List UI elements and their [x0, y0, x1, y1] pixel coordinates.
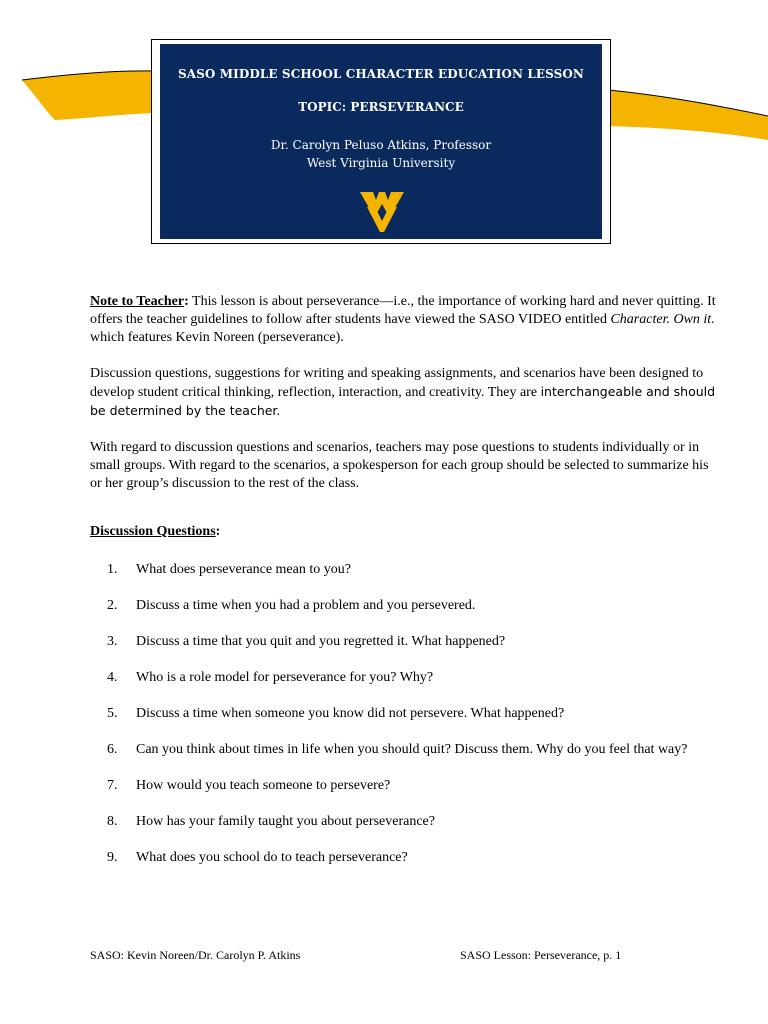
question-text: What does you school do to teach perseverance?: [136, 850, 408, 865]
author-name: Dr. Carolyn Peluso Atkins, Professor: [270, 138, 492, 152]
header-banner: [160, 44, 602, 239]
purpose-text-tail: interchangeable and should be determined by the teacher.: [90, 384, 716, 418]
question-number: 7.: [107, 778, 118, 793]
list-item: [107, 597, 717, 614]
list-item: [107, 813, 717, 830]
question-text: Discuss a time that you quit and you regretted it. What happened?: [136, 634, 506, 649]
question-number: 1.: [107, 562, 118, 577]
note-paragraph: [90, 293, 720, 347]
question-number: 6.: [107, 742, 118, 757]
lesson-title: SASO MIDDLE SCHOOL CHARACTER EDUCATION LESSON: [177, 67, 585, 81]
university-name: West Virginia University: [306, 156, 456, 170]
grouping-paragraph: With regard to discussion questions and scenarios, teachers may pose questions to students individually or in small groups. With regard to the scenarios, a spokesperson for each group should be selected to summarize his or her group’s discussion to the rest of the class.: [90, 440, 709, 491]
list-item: [107, 777, 717, 794]
question-number: 3.: [107, 634, 118, 649]
lesson-topic: TOPIC: PERSEVERANCE: [298, 100, 464, 114]
video-title: Character. Own it.: [610, 312, 715, 327]
header-frame: [151, 39, 611, 244]
question-number: 8.: [107, 814, 118, 829]
note-text-end: which features Kevin Noreen (perseverance).: [90, 330, 344, 345]
question-text: Can you think about times in life when you should quit? Discuss them. Why do you feel that way?: [136, 742, 688, 757]
list-item: [107, 705, 717, 722]
question-text: Discuss a time when someone you know did not persevere. What happened?: [136, 706, 565, 721]
question-number: 5.: [107, 706, 118, 721]
question-text: How has your family taught you about perseverance?: [136, 814, 435, 829]
footer-page-label: SASO Lesson: Perseverance, p. 1: [460, 948, 622, 962]
footer-credits: SASO: Kevin Noreen/Dr. Carolyn P. Atkins: [90, 948, 301, 962]
question-number: 2.: [107, 598, 118, 613]
wvu-logo-icon: [359, 191, 405, 233]
discussion-question-list: [107, 561, 717, 885]
question-text: How would you teach someone to persevere?: [136, 778, 391, 793]
list-item: [107, 633, 717, 650]
list-item: [107, 849, 717, 866]
list-item: [107, 561, 717, 578]
question-text: Who is a role model for perseverance for you? Why?: [136, 670, 434, 685]
discussion-heading: [90, 524, 220, 540]
question-text: Discuss a time when you had a problem and you persevered.: [136, 598, 476, 613]
question-text: What does perseverance mean to you?: [136, 562, 351, 577]
note-label: Note to Teacher: [90, 294, 185, 309]
discussion-heading-label: Discussion Questions: [90, 524, 216, 539]
list-item: [107, 669, 717, 686]
purpose-paragraph: [90, 365, 720, 421]
lesson-body: [90, 293, 720, 511]
note-colon: :: [184, 294, 189, 309]
list-item: [107, 741, 717, 758]
discussion-heading-colon: :: [215, 524, 221, 539]
question-number: 4.: [107, 670, 118, 685]
question-number: 9.: [107, 850, 118, 865]
purpose-text: Discussion questions, suggestions for writing and speaking assignments, and scenarios have been designed to develop student critical thinking, reflection, interaction, and creativity. They are: [90, 366, 704, 400]
note-text: This lesson is about perseverance—i.e., the importance of working hard and never quitting. It offers the teacher guidelines to follow after students have viewed the SASO VIDEO entitled: [90, 294, 716, 327]
